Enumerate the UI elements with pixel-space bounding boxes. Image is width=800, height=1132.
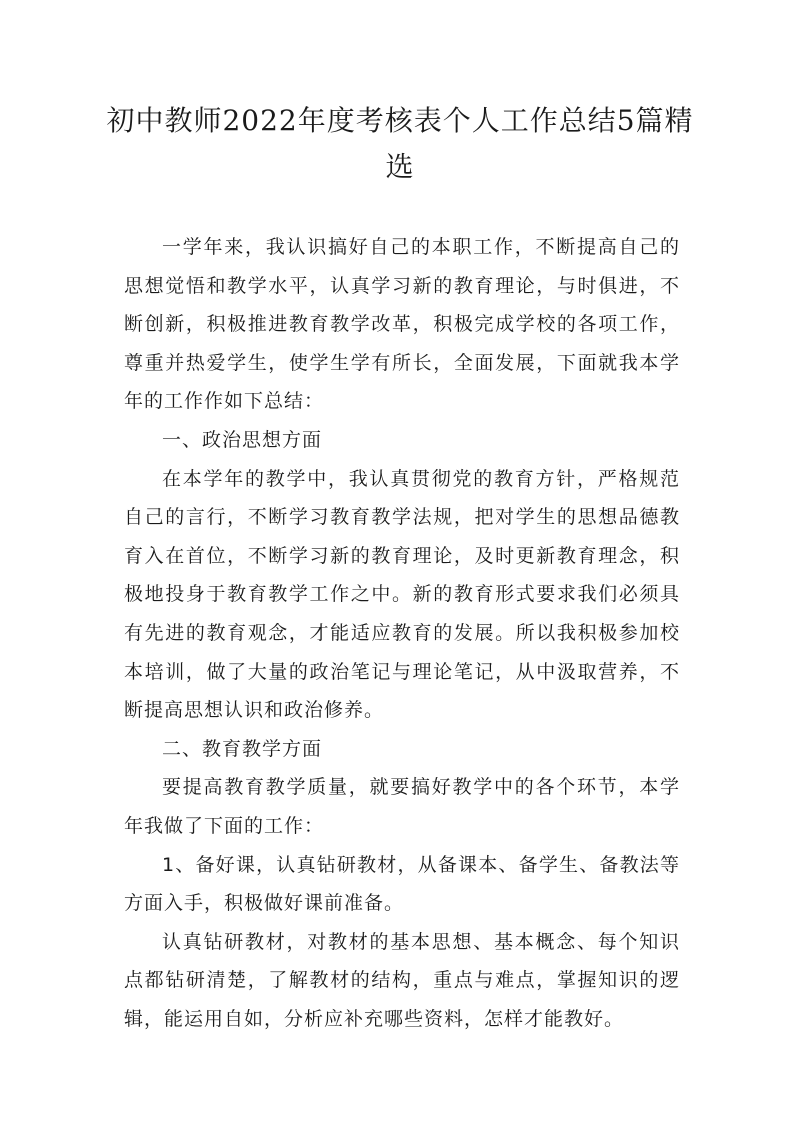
document-title: 初中教师2022年度考核表个人工作总结5篇精选 xyxy=(106,104,694,183)
section-heading-teaching: 二、教育教学方面 xyxy=(162,737,323,760)
paragraph-teaching-intro: 要提高教育教学质量，就要搞好教学中的各个环节，本学年我做了下面的工作： xyxy=(124,776,680,837)
paragraph-political: 在本学年的教学中，我认真贯彻党的教育方针，严格规范自己的言行，不断学习教育教学法规，把对学生的思想品德教育入在首位，不断学习新的教育理论，及时更新教育理念，积极地投身于教育教学工作之中。新的教育形式要求我们必须具有先进的教育观念，才能适应教育的发展。所以我积极参加校本培训，做了大量的政治笔记与理论笔记，从中汲取营养，不断提高思想认识和政治修养。 xyxy=(124,467,680,722)
paragraph-intro: 一学年来，我认识搞好自己的本职工作，不断提高自己的思想觉悟和教学水平，认真学习新的教育理论，与时俱进，不断创新，积极推进教育教学改革，积极完成学校的各项工作，尊重并热爱学生，使学生学有所长，全面发展，下面就我本学年的工作作如下总结： xyxy=(124,236,680,413)
paragraph-lesson-prep: 1、备好课，认真钻研教材，从备课本、备学生、备教法等方面入手，积极做好课前准备。 xyxy=(124,853,680,915)
paragraph-study-materials: 认真钻研教材，对教材的基本思想、基本概念、每个知识点都钻研清楚，了解教材的结构，重点与难点，掌握知识的逻辑，能运用自如，分析应补充哪些资料，怎样才能教好。 xyxy=(124,930,680,1030)
section-heading-political: 一、政治思想方面 xyxy=(162,428,323,451)
document-body xyxy=(124,228,680,1038)
